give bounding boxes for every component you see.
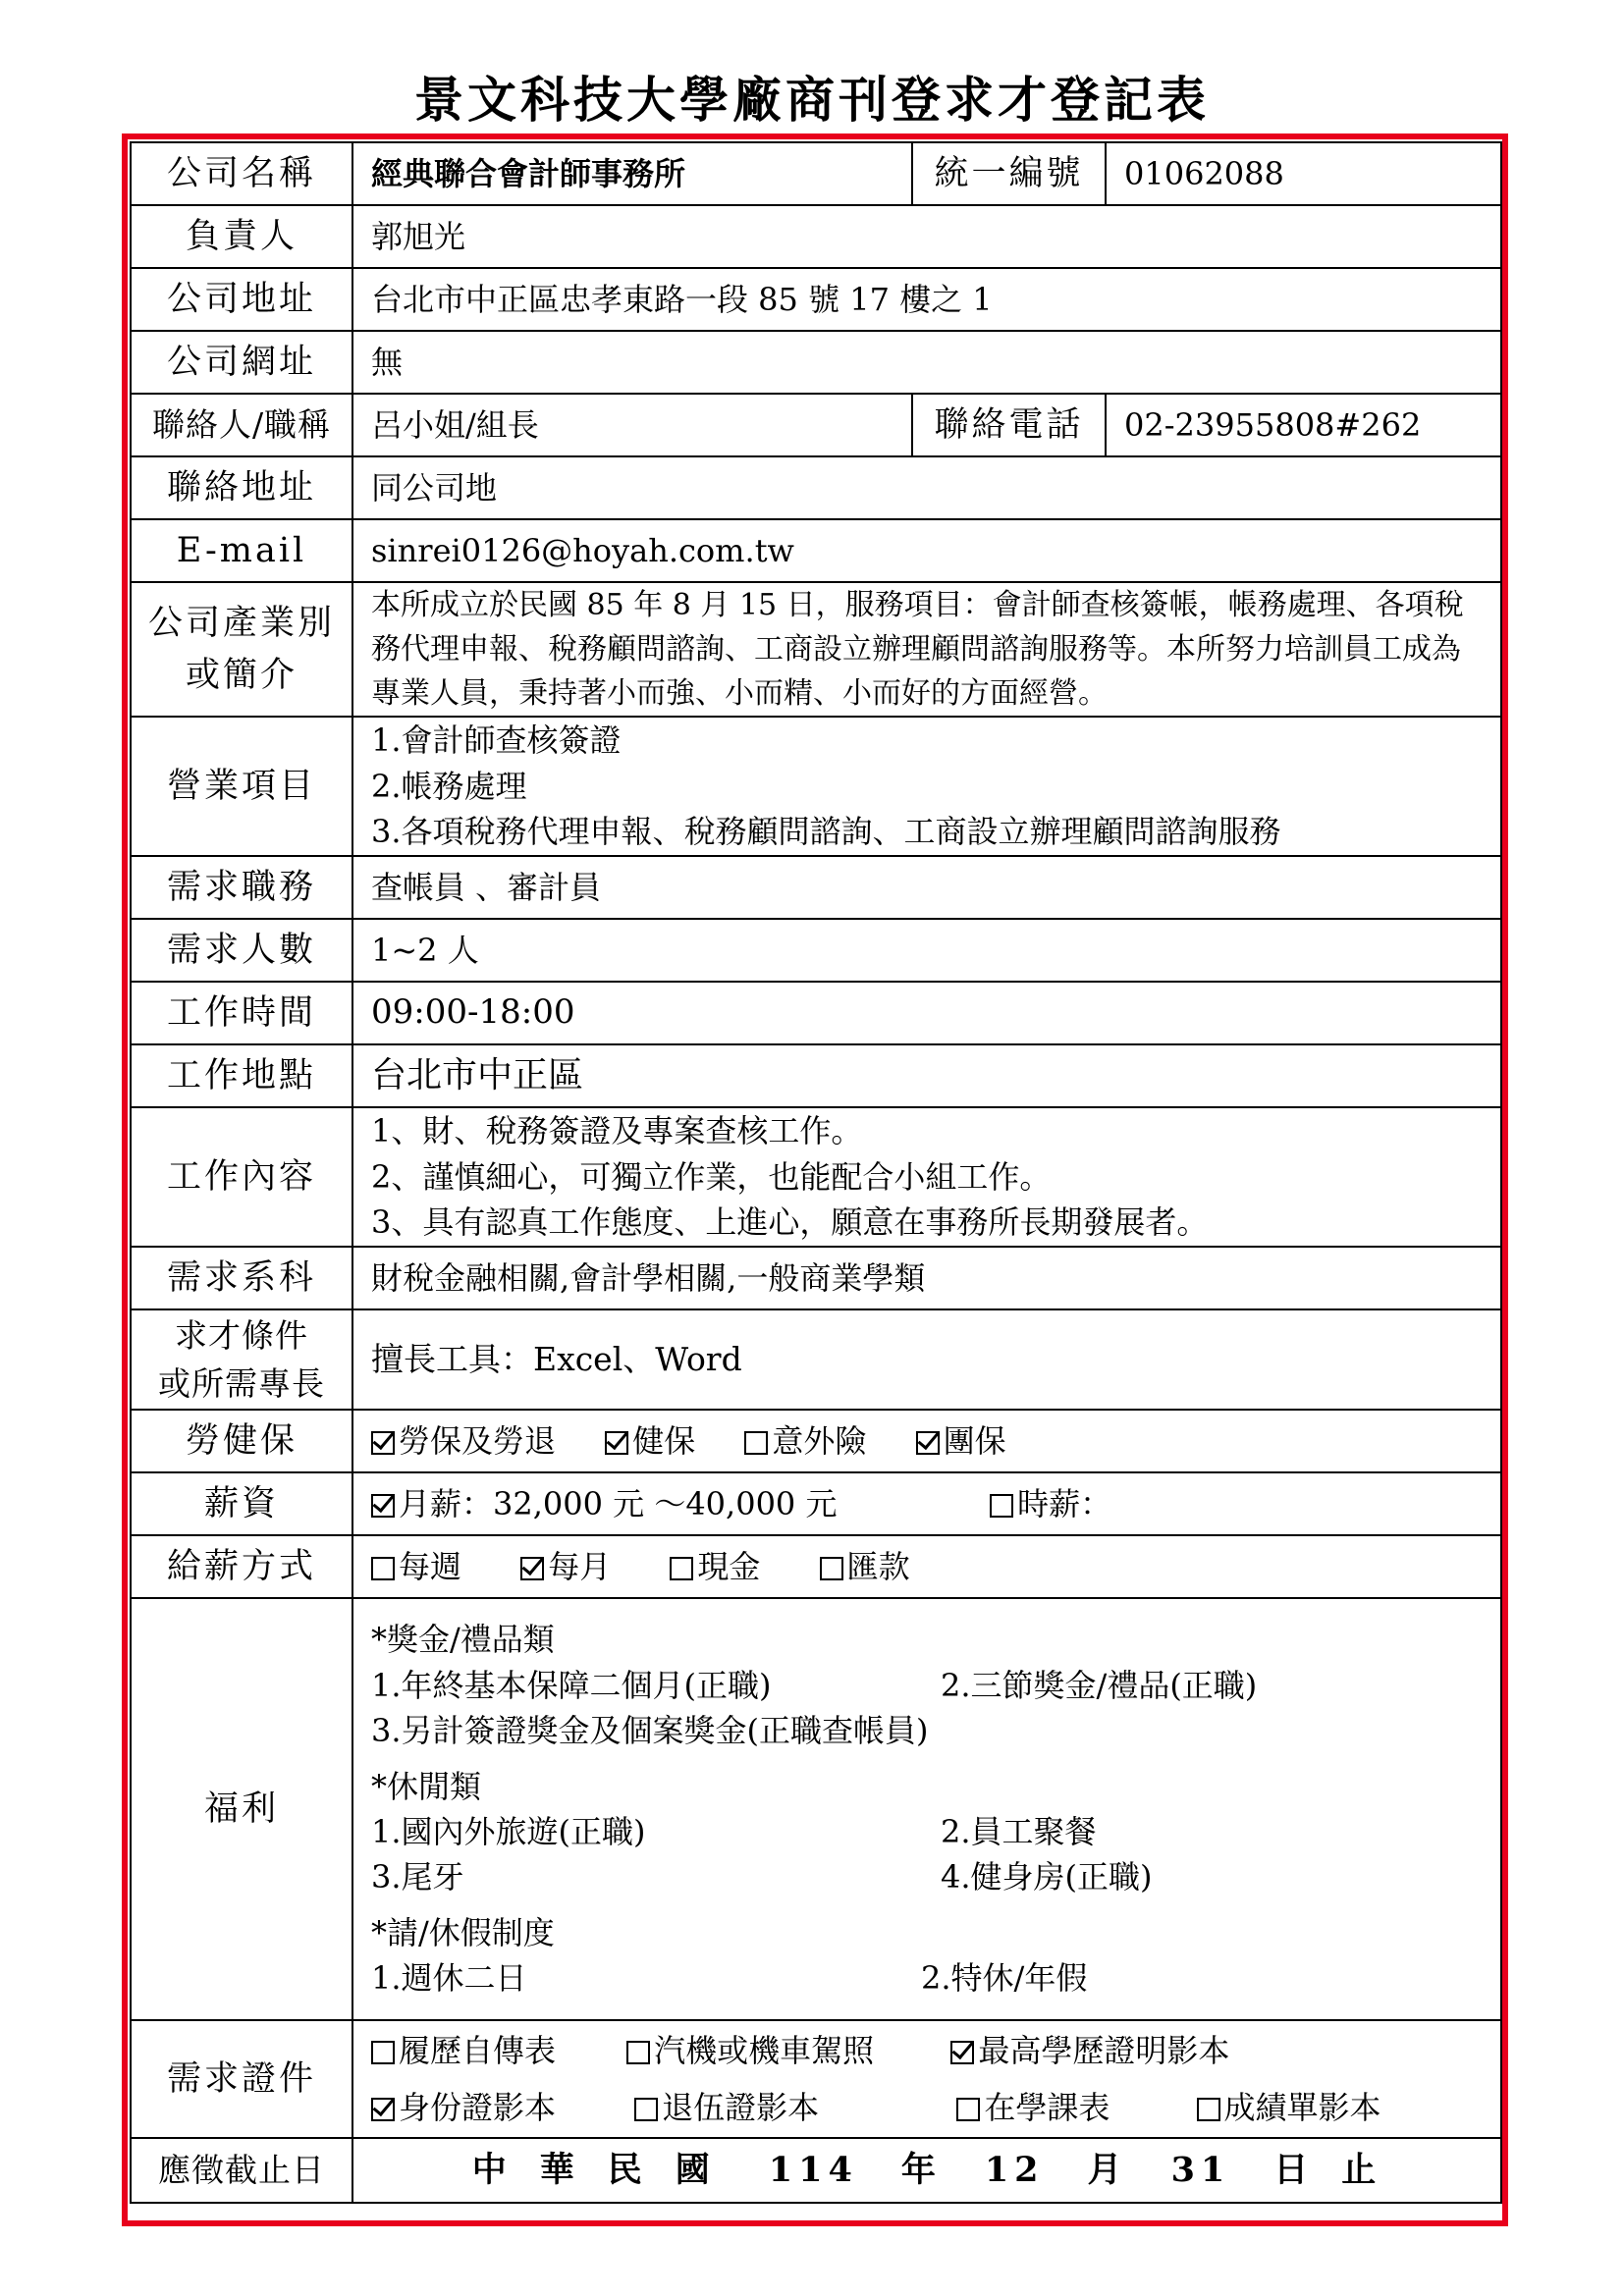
- document-option-label: 在學課表: [984, 2089, 1110, 2126]
- salary-monthly-label: 月薪：32,000 元 ～40,000 元: [399, 1484, 838, 1522]
- welfare-label: 福利: [131, 1598, 352, 2020]
- documents-label: 需求證件: [131, 2020, 352, 2138]
- salary-monthly-option[interactable]: [371, 1481, 980, 1526]
- deadline-part: 華: [539, 2149, 580, 2190]
- pay-method-option-label: 現金: [697, 1547, 761, 1585]
- email-label: E-mail: [131, 519, 352, 582]
- deadline-label: 應徵截止日: [131, 2138, 352, 2203]
- website: 無: [352, 331, 1501, 394]
- registration-table: [130, 141, 1502, 2204]
- skill-label: [131, 1309, 352, 1410]
- deadline-part: 月: [1087, 2149, 1128, 2190]
- checkbox-icon[interactable]: [670, 1557, 693, 1580]
- welfare-bonus-heading: *獎金/禮品類: [371, 1621, 555, 1659]
- company-intro: 本所成立於民國 85 年 8 月 15 日，服務項目：會計師查核簽帳，帳務處理、各項稅務代理申報、稅務顧問諮詢、工商設立辦理顧問諮詢服務等。本所努力培訓員工成為專業人員，秉持著小而強、小而精、小而好的方面經營。: [352, 582, 1501, 717]
- insurance-option[interactable]: [916, 1418, 1006, 1464]
- checkbox-icon[interactable]: [626, 2041, 650, 2064]
- skill-label-line1: 求才條件: [175, 1315, 308, 1355]
- headcount-label: 需求人數: [131, 919, 352, 982]
- insurance-option-label: 勞保及勞退: [399, 1421, 557, 1460]
- checkbox-icon[interactable]: [371, 1557, 395, 1580]
- deadline-month: 12: [984, 2149, 1045, 2190]
- headcount: 1~2 人: [352, 919, 1501, 982]
- welfare-content: [352, 1598, 1501, 2020]
- work-hours-label: 工作時間: [131, 982, 352, 1044]
- work-location-label: 工作地點: [131, 1044, 352, 1107]
- insurance-option-label: 健保: [632, 1421, 696, 1460]
- pay-method-option-label: 每月: [548, 1547, 612, 1585]
- checkbox-checked-icon[interactable]: [520, 1557, 544, 1580]
- document-option-label: 退伍證影本: [662, 2089, 820, 2126]
- checkbox-icon[interactable]: [956, 2098, 980, 2121]
- deadline-part: 中: [471, 2149, 513, 2190]
- email: sinrei0126@hoyah.com.tw: [352, 519, 1501, 582]
- welfare-item: 3.另計簽證獎金及個案獎金(正職查帳員): [371, 1712, 929, 1750]
- skill: 擅長工具：Excel、Word: [352, 1309, 1501, 1410]
- deadline-year: 114: [768, 2149, 858, 2190]
- checkbox-icon[interactable]: [820, 1557, 843, 1580]
- work-content-item: 3、具有認真工作態度、上進心，願意在事務所長期發展者。: [371, 1203, 1209, 1242]
- work-content-item: 2、謹慎細心，可獨立作業，也能配合小組工作。: [371, 1157, 1052, 1196]
- welfare-item: 1.週休二日: [371, 1959, 527, 1998]
- document-option-label: 成績單影本: [1223, 2089, 1381, 2126]
- document-option[interactable]: [634, 2085, 947, 2130]
- business-label: 營業項目: [131, 717, 352, 856]
- welfare-item: 1.國內外旅遊(正職): [371, 1813, 646, 1850]
- deadline-date: [352, 2138, 1501, 2203]
- phone-label: 聯絡電話: [912, 394, 1106, 456]
- deadline-part: 民: [607, 2149, 648, 2190]
- contact-address-label: 聯絡地址: [131, 456, 352, 519]
- work-content-item: 1、財、稅務簽證及專案查核工作。: [371, 1112, 863, 1150]
- contact-address: 同公司地: [352, 456, 1501, 519]
- document-option[interactable]: [626, 2028, 941, 2073]
- deadline-part: 國: [675, 2149, 716, 2190]
- document-option-label: 汽機或機車駕照: [654, 2031, 875, 2069]
- address-label: 公司地址: [131, 268, 352, 331]
- document-option[interactable]: [1197, 2085, 1381, 2130]
- owner: 郭旭光: [352, 205, 1501, 268]
- address: 台北市中正區忠孝東路一段 85 號 17 樓之 1: [352, 268, 1501, 331]
- checkbox-icon[interactable]: [744, 1431, 768, 1455]
- welfare-item: 1.年終基本保障二個月(正職): [371, 1666, 772, 1704]
- insurance-options: [352, 1410, 1501, 1472]
- document-option[interactable]: [371, 2085, 624, 2130]
- work-hours: 09:00-18:00: [352, 982, 1501, 1044]
- insurance-option-label: 團保: [943, 1421, 1006, 1460]
- checkbox-checked-icon[interactable]: [916, 1431, 940, 1455]
- welfare-item: 4.健身房(正職): [941, 1858, 1153, 1896]
- pay-method-option[interactable]: [820, 1544, 910, 1589]
- company-name-label: 公司名稱: [131, 142, 352, 205]
- pay-method-option-label: 匯款: [846, 1547, 910, 1585]
- checkbox-checked-icon[interactable]: [371, 2098, 395, 2121]
- deadline-part: 止: [1341, 2149, 1382, 2190]
- intro-label-line2: 或簡介: [185, 655, 298, 695]
- department: 財稅金融相關,會計學相關,一般商業學類: [352, 1247, 1501, 1309]
- welfare-leisure-heading: *休閒類: [371, 1767, 482, 1805]
- deadline-day: 31: [1170, 2149, 1231, 2190]
- checkbox-checked-icon[interactable]: [371, 1431, 395, 1455]
- business-item: 2.帳務處理: [371, 767, 527, 805]
- business-item: 1.會計師查核簽證: [371, 721, 622, 760]
- checkbox-checked-icon[interactable]: [950, 2041, 974, 2064]
- pay-method-option[interactable]: [670, 1544, 760, 1589]
- welfare-item: 3.尾牙: [371, 1858, 464, 1896]
- document-option-label: 履歷自傳表: [399, 2031, 557, 2069]
- document-option[interactable]: [956, 2085, 1186, 2130]
- business-items: [352, 717, 1501, 856]
- intro-label-line1: 公司產業別: [147, 604, 335, 643]
- insurance-option-label: 意外險: [772, 1421, 867, 1460]
- welfare-item: 2.員工聚餐: [941, 1813, 1097, 1850]
- checkbox-icon[interactable]: [990, 1494, 1013, 1518]
- pay-method-option[interactable]: [520, 1544, 611, 1589]
- pay-method-label: 給薪方式: [131, 1535, 352, 1598]
- salary-hourly-label: 時薪：: [1017, 1484, 1112, 1522]
- documents-options: [352, 2020, 1501, 2138]
- document-option-label: 最高學歷證明影本: [978, 2031, 1230, 2069]
- work-content: [352, 1107, 1501, 1247]
- checkbox-checked-icon[interactable]: [605, 1431, 628, 1455]
- salary-hourly-option[interactable]: [990, 1481, 1111, 1526]
- pay-method-options: [352, 1535, 1501, 1598]
- checkbox-icon[interactable]: [371, 2041, 395, 2064]
- insurance-option[interactable]: [605, 1418, 695, 1464]
- salary-options: [352, 1472, 1501, 1535]
- position-label: 需求職務: [131, 856, 352, 919]
- department-label: 需求系科: [131, 1247, 352, 1309]
- welfare-leave-heading: *請/休假制度: [371, 1913, 555, 1951]
- skill-label-line2: 或所需專長: [158, 1364, 325, 1403]
- salary-label: 薪資: [131, 1472, 352, 1535]
- form-title: 景文科技大學廠商刊登求才登記表: [414, 71, 1210, 129]
- checkbox-icon[interactable]: [1197, 2098, 1220, 2121]
- phone: 02-23955808#262: [1106, 394, 1501, 456]
- work-location: 台北市中正區: [352, 1044, 1501, 1107]
- business-item: 3.各項稅務代理申報、稅務顧問諮詢、工商設立辦理顧問諮詢服務: [371, 813, 1281, 851]
- checkbox-icon[interactable]: [634, 2098, 658, 2121]
- document-option[interactable]: [950, 2028, 1229, 2073]
- intro-label: [131, 582, 352, 717]
- insurance-option[interactable]: [371, 1418, 556, 1464]
- contact-label: 聯絡人/職稱: [131, 394, 352, 456]
- company-name: 經典聯合會計師事務所: [352, 142, 912, 205]
- work-content-label: 工作內容: [131, 1107, 352, 1247]
- tax-id: 01062088: [1106, 142, 1501, 205]
- insurance-label: 勞健保: [131, 1410, 352, 1472]
- pay-method-option[interactable]: [371, 1544, 461, 1589]
- document-option[interactable]: [371, 2028, 617, 2073]
- owner-label: 負責人: [131, 205, 352, 268]
- contact: 呂小姐/組長: [352, 394, 912, 456]
- checkbox-checked-icon[interactable]: [371, 1494, 395, 1518]
- welfare-item: 2.特休/年假: [921, 1959, 1088, 1998]
- welfare-item: 2.三節獎金/禮品(正職): [941, 1666, 1258, 1704]
- deadline-part: 年: [900, 2149, 942, 2190]
- position: 查帳員 、審計員: [352, 856, 1501, 919]
- insurance-option[interactable]: [744, 1418, 866, 1464]
- deadline-part: 日: [1273, 2149, 1315, 2190]
- document-option-label: 身份證影本: [399, 2089, 557, 2126]
- pay-method-option-label: 每週: [399, 1547, 462, 1585]
- tax-id-label: 統一編號: [912, 142, 1106, 205]
- website-label: 公司網址: [131, 331, 352, 394]
